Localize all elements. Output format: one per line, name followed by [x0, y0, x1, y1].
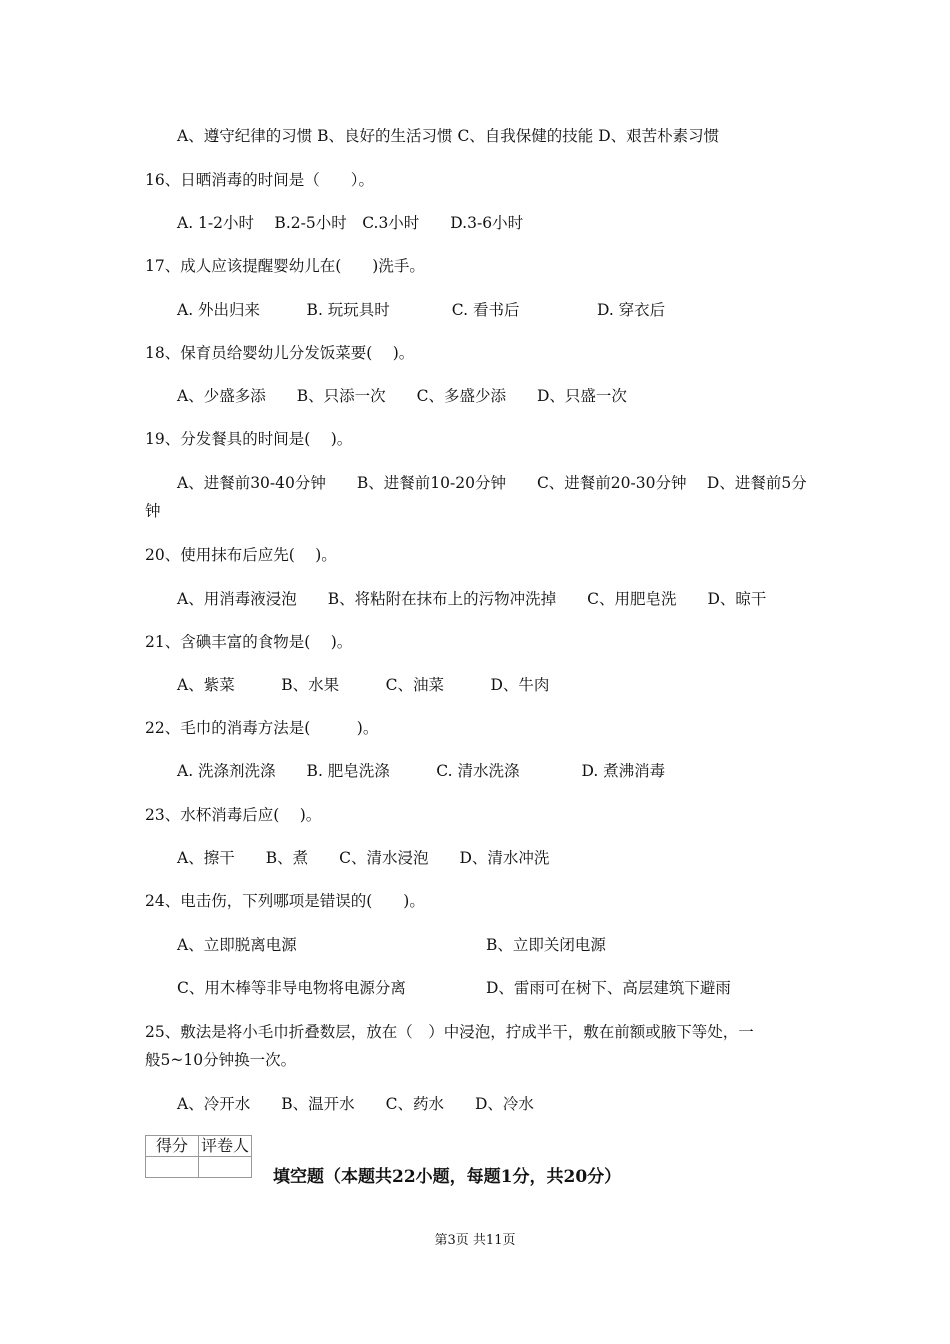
- q24-option-d: D、雷雨可在树下、高层建筑下避雨: [486, 979, 731, 997]
- section-title: 填空题（本题共22小题，每题1分，共20分）: [273, 1167, 622, 1187]
- question-25: 25、敷法是将小毛巾折叠数层，放在（ ）中浸泡，拧成半干，敷在前额或腋下等处，一: [145, 1023, 754, 1041]
- question-24: 24、电击伤，下列哪项是错误的( )。: [145, 892, 425, 910]
- q19-options-continued: 钟: [145, 502, 161, 520]
- q15-options: A、遵守纪律的习惯 B、良好的生活习惯 C、自我保健的技能 D、艰苦朴素习惯: [177, 127, 720, 145]
- score-cell: [146, 1157, 199, 1178]
- q22-options: A. 洗涤剂洗涤 B. 肥皂洗涤 C. 清水洗涤 D. 煮沸消毒: [177, 762, 666, 780]
- question-18: 18、保育员给婴幼儿分发饭菜要( )。: [145, 344, 415, 362]
- question-23: 23、水杯消毒后应( )。: [145, 806, 322, 824]
- q19-options: A、进餐前30-40分钟 B、进餐前10-20分钟 C、进餐前20-30分钟 D、进餐前5分: [177, 474, 807, 492]
- q24-option-b: B、立即关闭电源: [486, 936, 606, 954]
- page-footer: 第3页 共11页: [434, 1233, 516, 1248]
- q24-option-a: A、立即脱离电源: [177, 936, 297, 954]
- q18-options: A、少盛多添 B、只添一次 C、多盛少添 D、只盛一次: [177, 387, 627, 405]
- question-21: 21、含碘丰富的食物是( )。: [145, 633, 353, 651]
- q21-options: A、紫菜 B、水果 C、油菜 D、牛肉: [177, 676, 550, 694]
- score-table: [145, 1135, 252, 1178]
- question-16: 16、日晒消毒的时间是（ ）。: [145, 171, 374, 189]
- question-19: 19、分发餐具的时间是( )。: [145, 430, 353, 448]
- grader-label: 评卷人: [199, 1136, 252, 1157]
- score-label: 得分: [146, 1136, 199, 1157]
- q17-options: A. 外出归来 B. 玩玩具时 C. 看书后 D. 穿衣后: [177, 301, 666, 319]
- q16-options: A. 1-2小时 B.2-5小时 C.3小时 D.3-6小时: [177, 214, 524, 232]
- question-22: 22、毛巾的消毒方法是( )。: [145, 719, 379, 737]
- q23-options: A、擦干 B、煮 C、清水浸泡 D、清水冲洗: [177, 849, 550, 867]
- q25-options: A、冷开水 B、温开水 C、药水 D、冷水: [177, 1095, 534, 1113]
- question-17: 17、成人应该提醒婴幼儿在( )洗手。: [145, 257, 425, 275]
- grader-cell: [199, 1157, 252, 1178]
- question-20: 20、使用抹布后应先( )。: [145, 546, 337, 564]
- question-25-continued: 般5~10分钟换一次。: [145, 1051, 297, 1069]
- q24-option-c: C、用木棒等非导电物将电源分离: [177, 979, 406, 997]
- q20-options: A、用消毒液浸泡 B、将粘附在抹布上的污物冲洗掉 C、用肥皂洗 D、晾干: [177, 590, 767, 608]
